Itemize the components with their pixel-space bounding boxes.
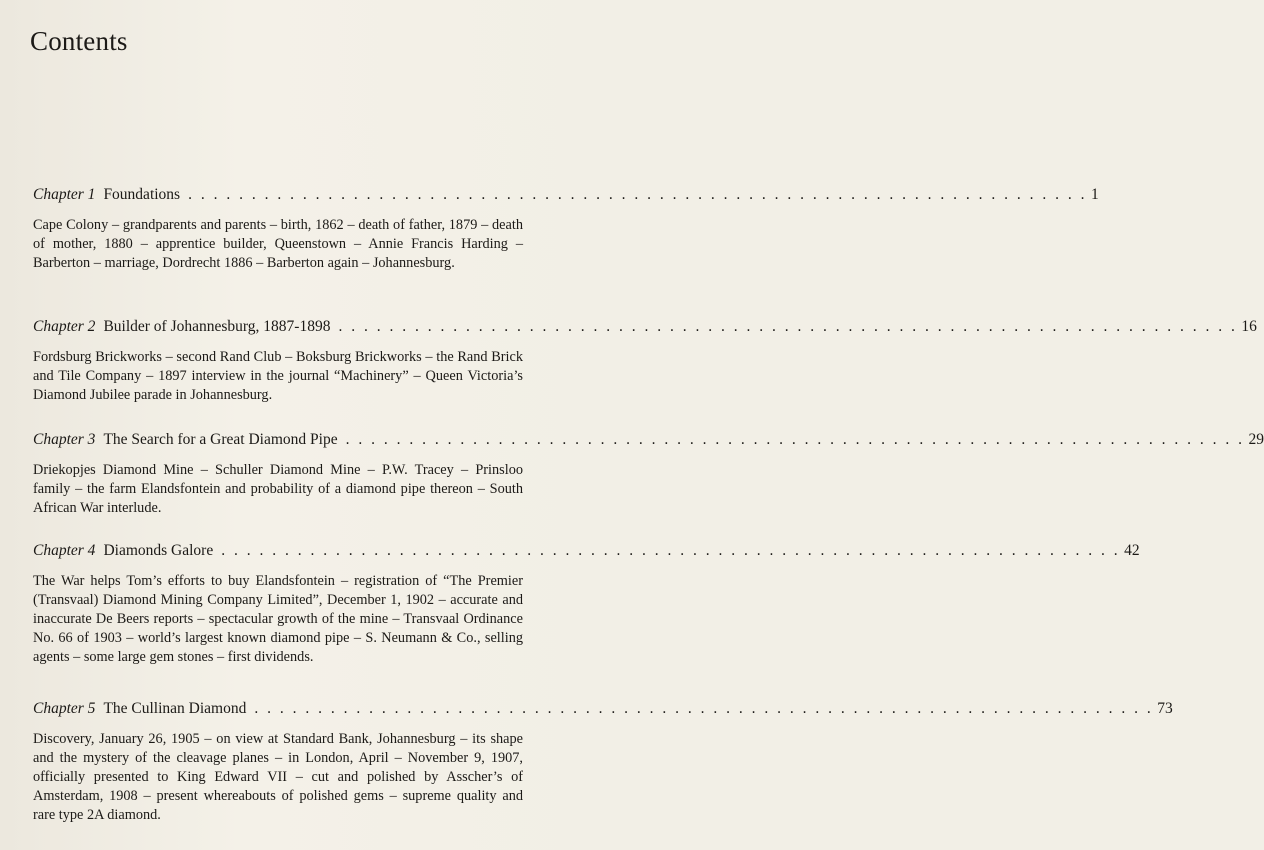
chapter-page-number: 16 [1241,318,1257,335]
chapter-entry-2 [33,318,1257,405]
chapter-description: Cape Colony – grandparents and parents – birth, 1862 – death of father, 1879 – death of mother, 1880 – apprentice builder, Queenstown – Annie Francis Harding – Barberton – marriage, Dordrecht 1886 – Barberton again – Johannesburg. [33,217,523,271]
chapter-label: Chapter 5 [33,700,96,717]
chapter-title: Foundations [103,186,181,203]
chapter-entry-1 [33,186,1099,273]
chapter-title: Builder of Johannesburg, 1887-1898 [103,318,331,335]
chapter-title: The Search for a Great Diamond Pipe [103,431,338,448]
chapter-page-number: 73 [1157,700,1173,717]
chapter-heading [33,700,1173,722]
chapter-label: Chapter 3 [33,431,96,448]
chapter-entry-3 [33,431,1264,518]
dot-leader: . . . . . . . . . . . . . . . . . . . . . . . . . . . . . . . . . . . . . . . . . . . . . . . . . . . . . . . . . . . . . . . . . . . . . . . [338,318,1238,335]
dot-leader: . . . . . . . . . . . . . . . . . . . . . . . . . . . . . . . . . . . . . . . . . . . . . . . . . . . . . . . . . . . . . . . . . . . . . . . [221,542,1121,559]
chapter-title: Diamonds Galore [103,542,214,559]
chapter-label: Chapter 4 [33,542,96,559]
chapter-label: Chapter 1 [33,186,96,203]
chapter-heading [33,318,1257,340]
chapter-page-number: 1 [1090,186,1099,203]
dot-leader: . . . . . . . . . . . . . . . . . . . . . . . . . . . . . . . . . . . . . . . . . . . . . . . . . . . . . . . . . . . . . . . . . . . . . . . [254,700,1154,717]
chapter-description: Driekopjes Diamond Mine – Schuller Diamond Mine – P.W. Tracey – Prinsloo family – the farm Elandsfontein and probability of a diamond pipe thereon – South African War interlude. [33,462,523,516]
chapter-heading [33,542,1140,564]
chapter-entry-5 [33,700,1173,825]
chapter-page-number: 29 [1248,431,1264,448]
chapter-title: The Cullinan Diamond [103,700,247,717]
chapter-entry-4 [33,542,1140,667]
chapter-page-number: 42 [1124,542,1140,559]
chapter-heading [33,186,1099,208]
chapter-label: Chapter 2 [33,318,96,335]
chapter-description: Fordsburg Brickworks – second Rand Club – Boksburg Brickworks – the Rand Brick and Tile Company – 1897 interview in the journal “Machinery” – Queen Victoria’s Diamond Jubilee parade in Johannesburg. [33,349,523,403]
dot-leader: . . . . . . . . . . . . . . . . . . . . . . . . . . . . . . . . . . . . . . . . . . . . . . . . . . . . . . . . . . . . . . . . . . . . . . . [345,431,1245,448]
dot-leader: . . . . . . . . . . . . . . . . . . . . . . . . . . . . . . . . . . . . . . . . . . . . . . . . . . . . . . . . . . . . . . . . . . . . . . . [188,186,1087,203]
page-title: Contents [30,26,128,56]
chapter-description: The War helps Tom’s efforts to buy Elandsfontein – registration of “The Premier (Transvaal) Diamond Mining Company Limited”, December 1, 1902 – accurate and inaccurate De Beers reports – spectacular growth of the mine – Transvaal Ordinance No. 66 of 1903 – world’s largest known diamond pipe – S. Neumann & Co., selling agents – some large gem stones – first dividends. [33,573,523,665]
chapter-description: Discovery, January 26, 1905 – on view at Standard Bank, Johannesburg – its shape and the mystery of the cleavage planes – in London, April – November 9, 1907, officially presented to King Edward VII – cut and polished by Asscher’s of Amsterdam, 1908 – present whereabouts of polished gems – supreme quality and rare type 2A diamond. [33,731,523,823]
chapter-heading [33,431,1264,453]
